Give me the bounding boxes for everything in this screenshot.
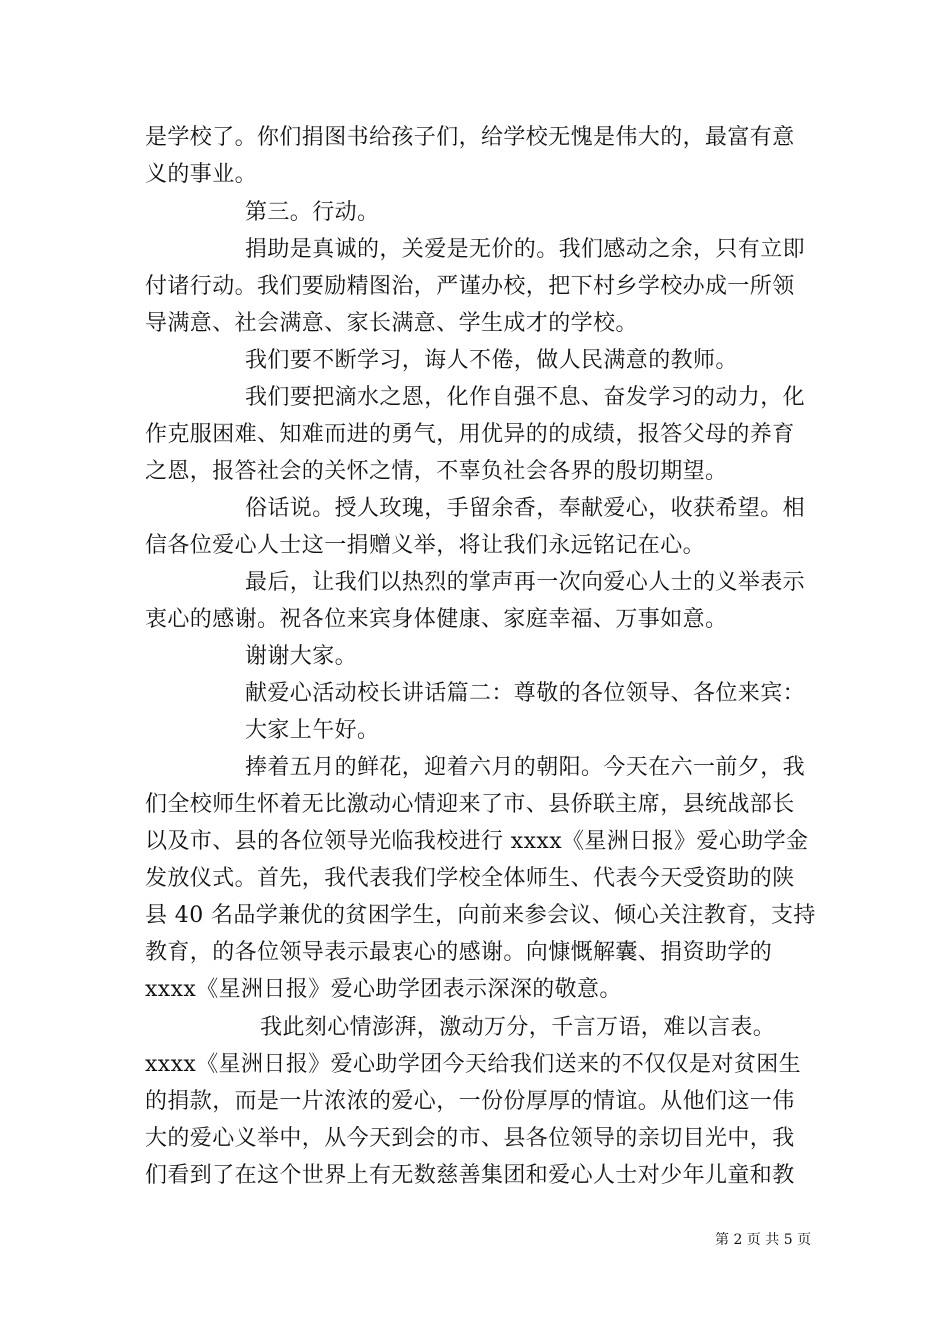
text-line: 我们要把滴水之恩，化作自强不息、奋发学习的动力，化 (245, 385, 806, 410)
text-line: 的捐款，而是一片浓浓的爱心，一份份厚厚的情谊。从他们这一伟 (145, 1089, 795, 1114)
text-line: 们看到了在这个世界上有无数慈善集团和爱心人士对少年儿童和教 (145, 1163, 795, 1188)
text-line: xxxx《星洲日报》爱心助学团表示深深的敬意。 (145, 977, 622, 1002)
text-line: 俗话说。授人玫瑰，手留余香，奉献爱心，收获希望。相 (245, 496, 806, 521)
text-line: 导满意、社会满意、家长满意、学生成才的学校。 (145, 311, 638, 336)
section-heading: 献爱心活动校长讲话篇二：尊敬的各位领导、各位来宾： (245, 681, 806, 706)
text-line: 县 40 名品学兼优的贫困学生，向前来参会议、倾心关注教育，支持 (145, 903, 816, 928)
text-line: 捐助是真诚的，关爱是无价的。我们感动之余，只有立即 (245, 237, 806, 262)
text-line: 我们要不断学习，诲人不倦，做人民满意的教师。 (245, 348, 738, 373)
text-line: 之恩，报答社会的关怀之情，不辜负社会各界的殷切期望。 (145, 459, 728, 484)
text-line: 信各位爱心人士这一捐赠义举，将让我们永远铭记在心。 (145, 533, 706, 558)
text-line: 谢谢大家。 (245, 644, 358, 669)
text-line: 大的爱心义举中，从今天到会的市、县各位领导的亲切目光中，我 (145, 1126, 795, 1151)
text-line: 付诸行动。我们要励精图治，严谨办校，把下村乡学校办成一所领 (145, 274, 795, 299)
text-line: 捧着五月的鲜花，迎着六月的朝阳。今天在六一前夕，我 (245, 755, 806, 780)
text-line: 教育，的各位领导表示最衷心的感谢。向慷慨解囊、捐资助学的 (145, 940, 773, 965)
text-line: 大家上午好。 (245, 718, 380, 743)
text-line: 我此刻心情澎湃，激动万分，千言万语，难以言表。 (260, 1015, 776, 1040)
text-line: 最后，让我们以热烈的掌声再一次向爱心人士的义举表示 (245, 570, 806, 595)
text-line: 们全校师生怀着无比激动心情迎来了市、县侨联主席，县统战部长 (145, 792, 795, 817)
text-line: 以及市、县的各位领导光临我校进行 xxxx《星洲日报》爱心助学金 (145, 829, 809, 854)
text-line: 衷心的感谢。祝各位来宾身体健康、家庭幸福、万事如意。 (145, 607, 728, 632)
text-line: xxxx《星洲日报》爱心助学团今天给我们送来的不仅仅是对贫困生 (145, 1052, 802, 1077)
text-line: 义的事业。 (145, 162, 258, 187)
text-line: 发放仪式。首先，我代表我们学校全体师生、代表今天受资助的陕 (145, 866, 795, 891)
section-heading: 第三。行动。 (245, 200, 380, 225)
text-line: 是学校了。你们捐图书给孩子们，给学校无愧是伟大的，最富有意 (145, 125, 795, 150)
text-line: 作克服困难、知难而进的勇气，用优异的的成绩，报答父母的养育 (145, 422, 795, 447)
page-footer: 第 2 页 共 5 页 (715, 1232, 812, 1248)
